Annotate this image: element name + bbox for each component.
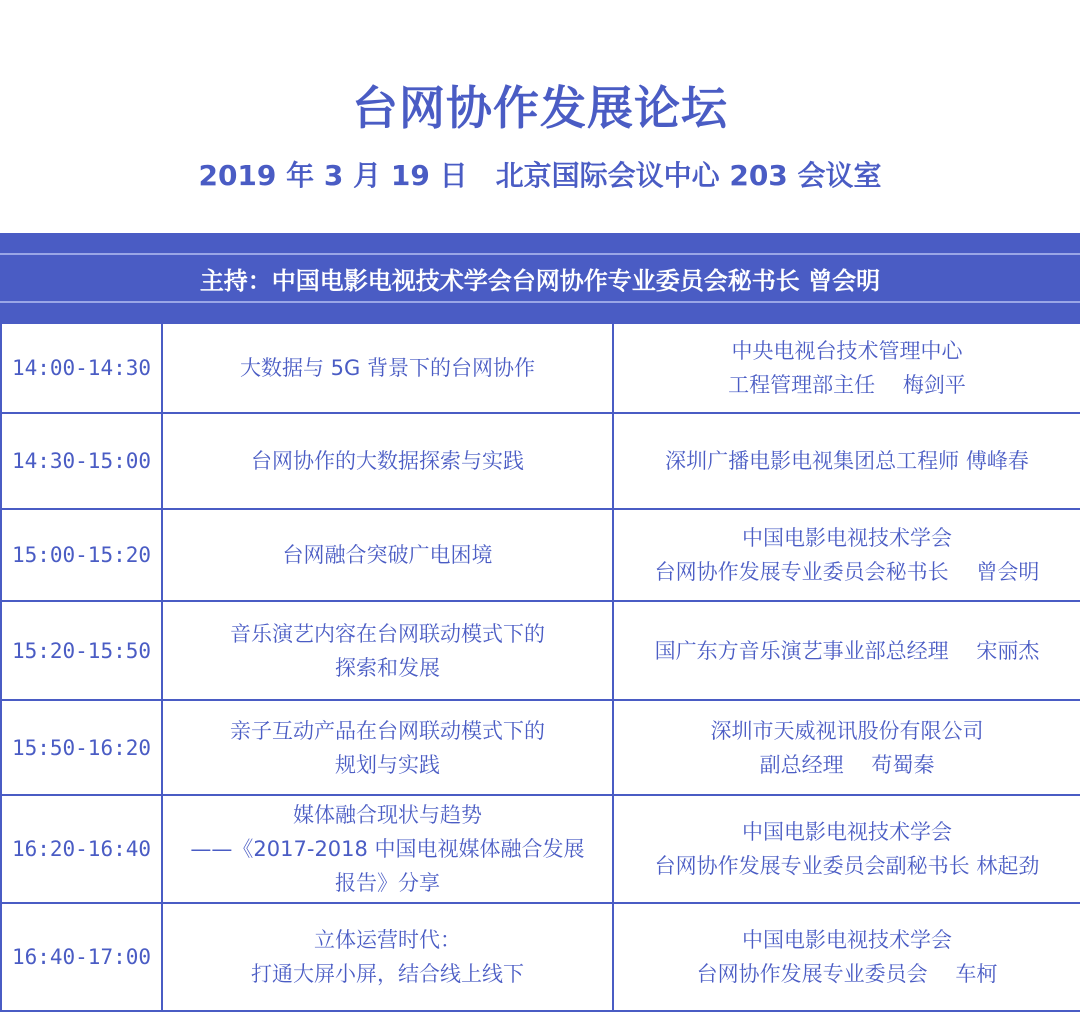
speaker-line: 工程管理部主任 梅剑平 <box>728 373 966 397</box>
topic-line: 规划与实践 <box>335 752 440 777</box>
speaker-cell <box>613 700 1080 795</box>
table-row <box>1 601 1080 700</box>
topic-line: 台网协作的大数据探索与实践 <box>251 449 524 473</box>
speaker-line: 中国电影电视技术学会 <box>742 820 952 844</box>
topic-line: 音乐演艺内容在台网联动模式下的 <box>230 621 545 646</box>
table-row <box>1 509 1080 601</box>
topic-line: 打通大屏小屏，结合线上线下 <box>251 962 524 986</box>
event-date-venue: 2019 年 3 月 19 日 北京国际会议中心 203 会议室 <box>198 159 882 192</box>
time-cell: 14:30-15:00 <box>1 413 162 509</box>
speaker-cell <box>613 323 1080 413</box>
topic-cell <box>162 413 613 509</box>
table-row <box>1 323 1080 413</box>
speaker-line: 中国电影电视技术学会 <box>742 928 952 952</box>
speaker-cell <box>613 509 1080 601</box>
table-row <box>1 700 1080 795</box>
topic-line: 报告》分享 <box>335 871 440 895</box>
time-cell: 16:20-16:40 <box>1 795 162 903</box>
table-row <box>1 795 1080 903</box>
speaker-line: 中央电视台技术管理中心 <box>731 339 963 363</box>
speaker-cell <box>613 413 1080 509</box>
topic-cell <box>162 509 613 601</box>
topic-cell <box>162 903 613 1011</box>
topic-line: 立体运营时代： <box>314 928 461 952</box>
page-header <box>0 0 1080 233</box>
speaker-line: 深圳广播电影电视集团总工程师 傅峰春 <box>665 449 1029 473</box>
speaker-line: 国广东方音乐演艺事业部总经理 宋丽杰 <box>654 638 1040 663</box>
topic-line: 探索和发展 <box>335 655 440 680</box>
speaker-cell <box>613 903 1080 1011</box>
time-cell: 15:20-15:50 <box>1 601 162 700</box>
time-cell: 15:50-16:20 <box>1 700 162 795</box>
topic-cell <box>162 601 613 700</box>
speaker-line: 台网协作发展专业委员会 车柯 <box>696 962 998 986</box>
speaker-line: 副总经理 苟蜀秦 <box>759 752 935 777</box>
topic-line: 亲子互动产品在台网联动模式下的 <box>230 718 545 743</box>
time-cell: 14:00-14:30 <box>1 323 162 413</box>
speaker-line: 台网协作发展专业委员会秘书长 曾会明 <box>654 560 1040 584</box>
topic-line: ——《2017-2018 中国电视媒体融合发展 <box>190 837 585 861</box>
topic-cell <box>162 795 613 903</box>
speaker-cell <box>613 795 1080 903</box>
topic-cell <box>162 323 613 413</box>
agenda-table <box>0 322 1080 1012</box>
topic-line: 媒体融合现状与趋势 <box>293 803 482 827</box>
speaker-cell <box>613 601 1080 700</box>
topic-cell <box>162 700 613 795</box>
speaker-line: 台网协作发展专业委员会副秘书长 林起劲 <box>654 854 1040 878</box>
page-title: 台网协作发展论坛 <box>352 81 728 135</box>
topic-line: 台网融合突破广电困境 <box>282 543 493 567</box>
speaker-line: 中国电影电视技术学会 <box>742 526 952 550</box>
table-row <box>1 413 1080 509</box>
table-row <box>1 903 1080 1011</box>
host-info: 主持：中国电影电视技术学会台网协作专业委员会秘书长 曾会明 <box>0 253 1080 303</box>
topic-line: 大数据与 5G 背景下的台网协作 <box>240 356 535 380</box>
time-cell: 16:40-17:00 <box>1 903 162 1011</box>
speaker-line: 深圳市天威视讯股份有限公司 <box>710 718 984 743</box>
time-cell: 15:00-15:20 <box>1 509 162 601</box>
